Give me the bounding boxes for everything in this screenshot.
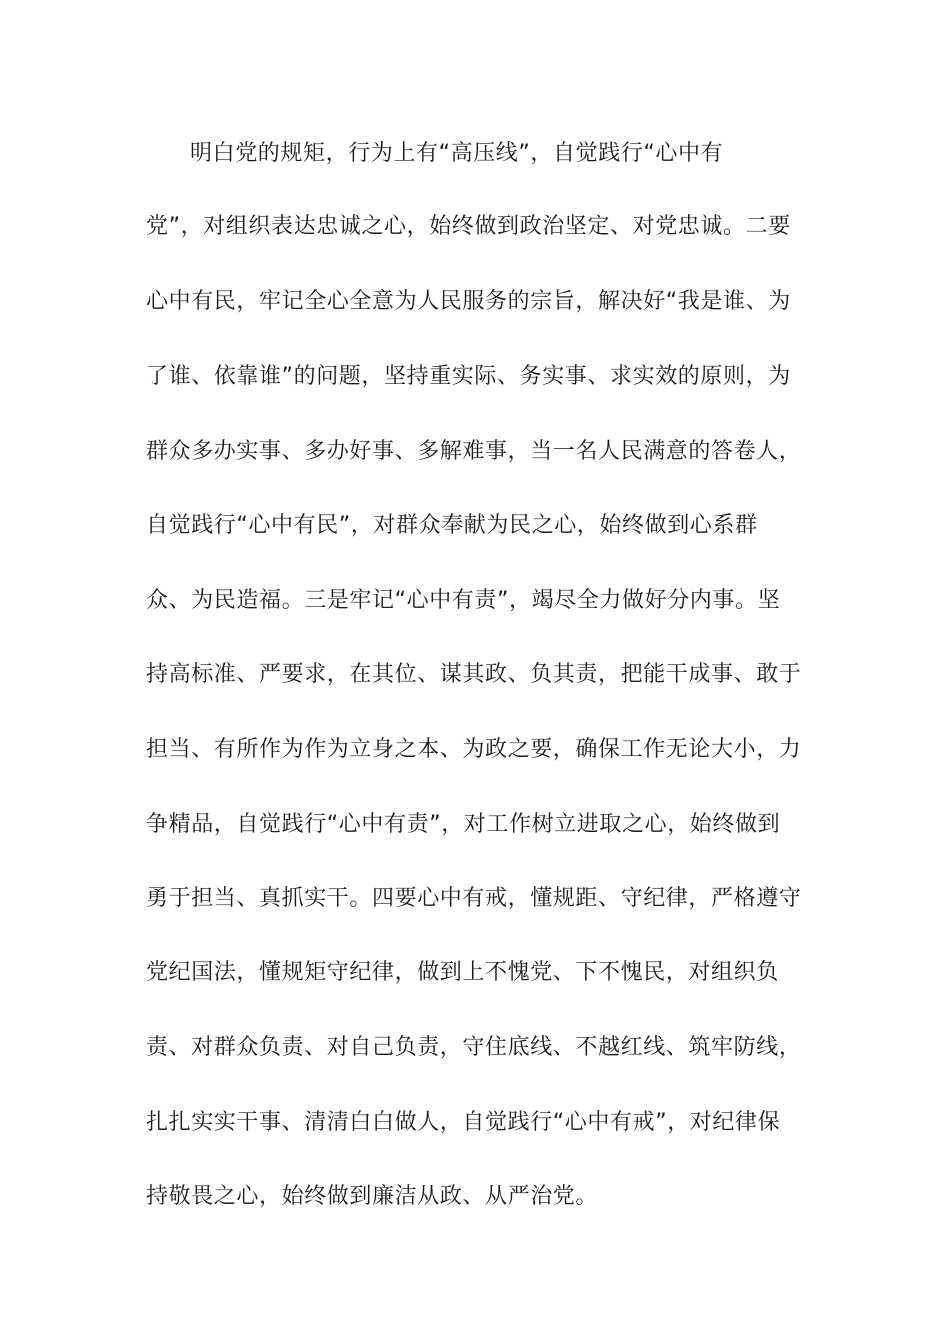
paragraph-line: 党纪国法，懂规矩守纪律，做到上不愧党、下不愧民，对组织负 [146,960,779,985]
paragraph-line: 自觉践行“心中有民”，对群众奉献为民之心，始终做到心系群 [146,513,758,538]
paragraph-line: 了谁、依靠谁”的问题，坚持重实际、务实事、求实效的原则，为 [146,364,791,389]
paragraph-line: 担当、有所作为作为立身之本、为政之要，确保工作无论大小，力 [146,737,802,762]
paragraph-line: 心中有民，牢记全心全意为人民服务的宗旨，解决好“我是谁、为 [146,289,791,314]
paragraph-line: 持高标准、严要求，在其位、谋其政、负其责，把能干成事、敢于 [146,662,802,687]
paragraph-line: 党”，对组织表达忠诚之心，始终做到政治坚定、对党忠诚。二要 [146,214,791,239]
paragraph-line: 众、为民造福。三是牢记“心中有责”，竭尽全力做好分内事。坚 [146,588,781,613]
paragraph-line: 持敬畏之心，始终做到廉洁从政、从严治党。 [146,1184,599,1209]
paragraph-line: 明白党的规矩，行为上有“高压线”，自觉践行“心中有 [190,141,724,166]
paragraph-line: 勇于担当、真抓实干。四要心中有戒，懂规距、守纪律，严格遵守 [146,886,802,911]
paragraph-line: 争精品，自觉践行“心中有责”，对工作树立进取之心，始终做到 [146,812,781,837]
paragraph-line: 群众多办实事、多办好事、多解难事，当一名人民满意的答卷人， [146,439,802,464]
paragraph-line: 责、对群众负责、对自己负责，守住底线、不越红线、筑牢防线， [146,1035,802,1060]
paragraph-line: 扎扎实实干事、清清白白做人，自觉践行“心中有戒”，对纪律保 [146,1110,781,1135]
